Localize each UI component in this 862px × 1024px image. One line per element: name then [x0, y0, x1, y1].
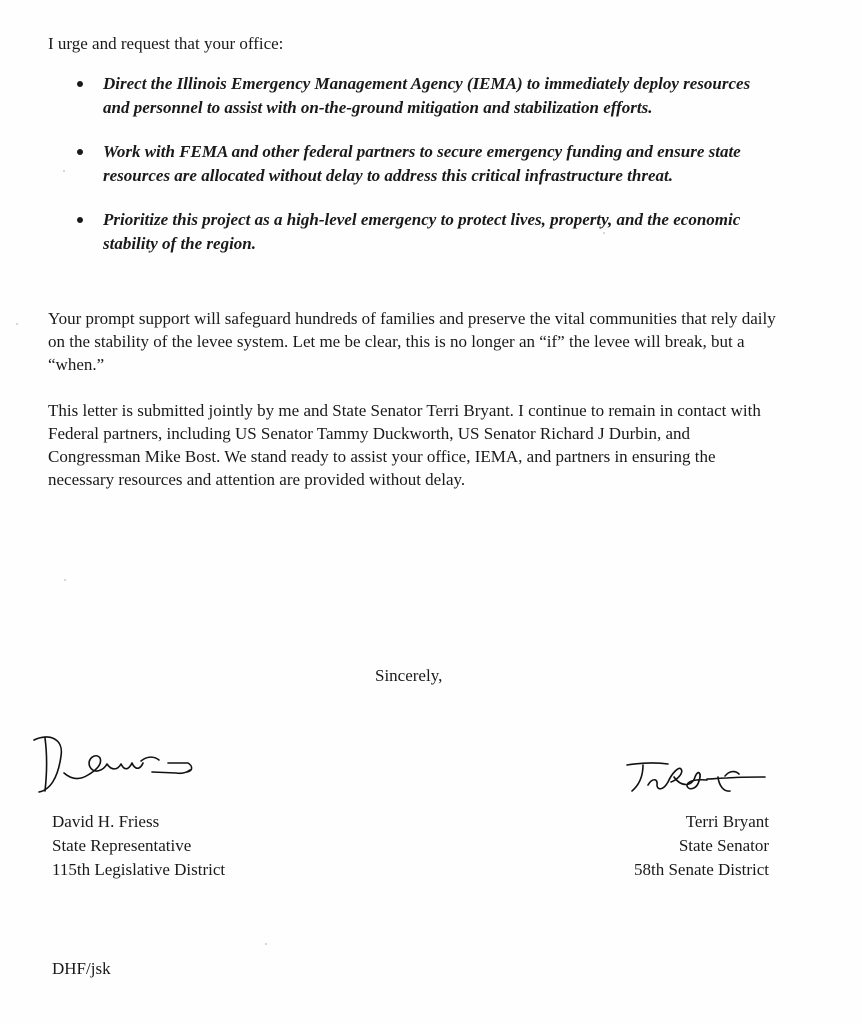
- signer-title: State Senator: [678, 836, 769, 855]
- friess-signature-block: [52, 810, 225, 882]
- bryant-signature: [615, 748, 795, 800]
- bryant-signature-block: [634, 810, 769, 882]
- request-item: [72, 72, 772, 119]
- scan-speck: [16, 323, 18, 325]
- reference-initials: DHF/jsk: [52, 959, 111, 978]
- bullet-icon: [77, 81, 83, 87]
- signer-name: Terri Bryant: [685, 812, 769, 831]
- signer-title: State Representative: [52, 836, 192, 855]
- support-paragraph: Your prompt support will safeguard hundreds of families and preserve the vital communities that rely daily on the stability of the levee system. Let me be clear, this is no longer an “if” the levee will break, but a “when.”: [48, 309, 776, 374]
- scan-speck: [64, 579, 66, 581]
- joint-submission-paragraph: This letter is submitted jointly by me and State Senator Terri Bryant. I continue to remain in contact with Federal partners, including US Senator Tammy Duckworth, US Senator Richard J Durbin, and Congressman Mike Bost. We stand ready to assist your office, IEMA, and partners in ensuring the necessary resources and attention are provided without delay.: [48, 401, 761, 489]
- friess-signature: [30, 728, 205, 796]
- signer-name: David H. Friess: [52, 812, 160, 831]
- bullet-icon: [77, 149, 83, 155]
- bullet-icon: [77, 217, 83, 223]
- signer-district: 58th Senate District: [633, 860, 769, 879]
- request-list: [72, 72, 772, 255]
- scan-speck: [265, 943, 267, 945]
- request-text: Prioritize this project as a high-level emergency to protect lives, property, and the economic stability of the region.: [103, 210, 741, 253]
- closing-salutation: Sincerely,: [375, 666, 443, 685]
- scan-speck: [603, 232, 605, 234]
- request-intro: I urge and request that your office:: [48, 34, 284, 53]
- request-text: Work with FEMA and other federal partners to secure emergency funding and ensure state resources are allocated without delay to address this critical infrastructure threat.: [103, 142, 741, 185]
- request-item: [72, 140, 772, 187]
- signer-district: 115th Legislative District: [52, 860, 226, 879]
- request-text: Direct the Illinois Emergency Management Agency (IEMA) to immediately deploy resources and personnel to assist with on-the-ground mitigation and stabilization efforts.: [103, 74, 751, 117]
- request-item: [72, 208, 772, 255]
- scan-speck: [63, 170, 65, 172]
